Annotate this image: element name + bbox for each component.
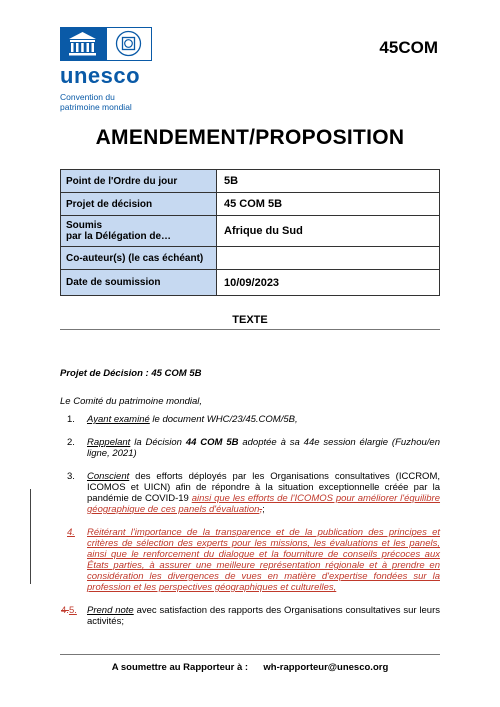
divider: [60, 329, 440, 330]
logo-wordmark: unesco: [60, 63, 141, 88]
table-row: [61, 170, 440, 193]
document-code: 45COM: [379, 38, 438, 57]
item-number: 2.: [67, 437, 75, 448]
list-item: [60, 605, 440, 627]
world-heritage-emblem-icon: [106, 27, 152, 61]
texte-heading: TEXTE: [232, 314, 268, 326]
intro-line: Le Comité du patrimoine mondial,: [60, 396, 203, 407]
decision-paragraphs: [60, 414, 440, 639]
deleted-number: 4.: [61, 605, 69, 616]
item-text: la Décision: [130, 437, 186, 448]
item-text: adoptée à sa 44e session élargie (Fuzhou/en ligne, 2021): [87, 437, 440, 459]
item-text: le document WHC/23/45.COM/5B,: [149, 414, 298, 425]
table-row: [61, 247, 440, 270]
list-item: [60, 527, 440, 593]
footer-label: A soumettre au Rapporteur à :: [111, 662, 249, 673]
temple-icon: [60, 27, 106, 61]
item-number: 4.: [67, 527, 75, 538]
rapporteur-email: wh-rapporteur@unesco.org: [263, 662, 389, 673]
row-label: Projet de décision: [61, 193, 217, 216]
inserted-text: ainsi que les efforts de l'ICOMOS pour améliorer l'équilibre géographique de ces panels d'évaluation: [87, 493, 441, 515]
inserted-paragraph: Réitérant l'importance de la transparence et de la publication des principes et critères de sélection des experts pour les missions, les évaluations et les panels, ainsi que le renforcement du dialogue et la fourniture de conseils précoces aux États parties, à assurer une meilleure représentation régionale et à prendre en considération les divergences de vues en matière d'expertise fondées sur la profession et les perspectives géographiques et culturelles,: [87, 527, 440, 593]
item-lead: Rappelant: [87, 437, 131, 448]
row-label: Co-auteur(s) (le cas échéant): [61, 247, 217, 270]
table-row: [61, 193, 440, 216]
item-number: 3.: [67, 471, 75, 482]
item-text: des efforts déployés par les Organisations consultatives (ICCROM, ICOMOS et UICN) afin de répondre à la situation exceptionnelle créée par la pandémie de COVID-19: [87, 471, 440, 504]
row-value: Afrique du Sud: [217, 216, 440, 247]
page-title: AMENDEMENT/PROPOSITION: [95, 126, 405, 149]
row-label: Soumis par la Délégation de…: [61, 216, 217, 247]
list-item: [60, 414, 440, 425]
item-lead: Conscient: [87, 471, 130, 482]
unesco-logo: [60, 27, 180, 115]
change-bar: [30, 489, 31, 584]
item-lead: Ayant examiné: [87, 414, 150, 425]
deleted-text: ,: [259, 504, 263, 515]
item-text-end: ;: [262, 504, 265, 515]
inserted-number: 5.: [68, 605, 77, 616]
logo-subtitle: Convention du patrimoine mondial: [60, 92, 132, 112]
footer-divider: [60, 654, 440, 655]
row-value: [217, 247, 440, 270]
info-table: [60, 169, 440, 296]
item-text: avec satisfaction des rapports des Organisations consultatives sur leurs activités;: [87, 605, 440, 627]
row-value: 5B: [217, 170, 440, 193]
list-item: [60, 471, 440, 515]
item-lead: Prend note: [87, 605, 134, 616]
item-number: 1.: [67, 414, 75, 425]
row-value: 10/09/2023: [217, 270, 440, 296]
table-row: [61, 216, 440, 247]
row-label: Point de l'Ordre du jour: [61, 170, 217, 193]
item-decision-ref: 44 COM 5B: [185, 437, 239, 448]
footer: [60, 662, 440, 673]
list-item: [60, 437, 440, 459]
row-label: Date de soumission: [61, 270, 217, 296]
row-value: 45 COM 5B: [217, 193, 440, 216]
item-number: [61, 605, 77, 616]
table-row: [61, 270, 440, 296]
draft-decision-title: Projet de Décision : 45 COM 5B: [60, 368, 202, 379]
